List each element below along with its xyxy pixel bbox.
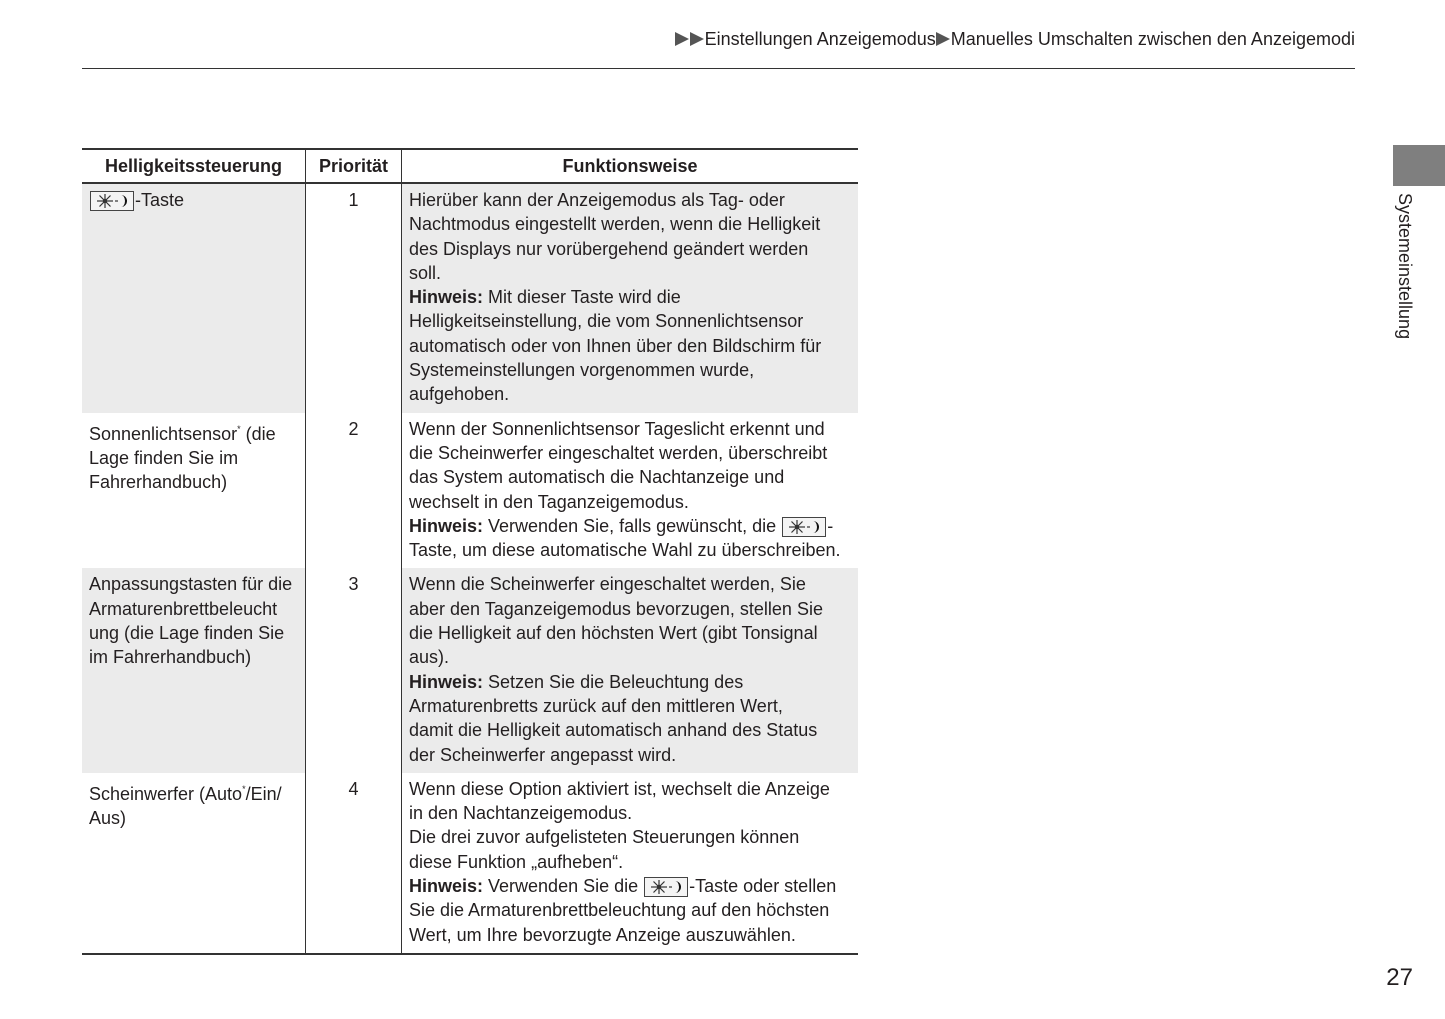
- footnote-marker: *: [242, 783, 246, 794]
- brightness-day-night-icon: [644, 877, 688, 897]
- text: Setzen Sie die Beleuchtung des: [483, 671, 744, 692]
- page-number: 27: [1386, 964, 1413, 991]
- note-label: Hinweis:: [409, 876, 484, 897]
- table-row: [82, 568, 858, 772]
- text-line: [409, 645, 851, 669]
- function-cell: [402, 183, 859, 413]
- text-line: [409, 382, 851, 406]
- note-label: Hinweis:: [409, 515, 484, 536]
- text-line: [89, 188, 298, 212]
- triangle-icon: [690, 32, 704, 46]
- text: Wenn die Scheinwerfer eingeschaltet werden, Sie: [409, 574, 806, 595]
- text: Armaturenbretts zurück auf den mittleren Wert,: [409, 695, 783, 716]
- text: soll.: [409, 262, 442, 283]
- text: Sonnenlichtsensor: [89, 423, 238, 444]
- text-line: [409, 309, 851, 333]
- text: ung (die Lage finden Sie: [89, 623, 285, 644]
- text: Mit dieser Taste wird die: [483, 287, 681, 308]
- section-tab-label: Systemeinstellung: [1395, 193, 1415, 340]
- text-line: [89, 417, 298, 446]
- text-line: [409, 850, 851, 874]
- text-line: [409, 538, 851, 562]
- text: -Taste: [135, 190, 185, 210]
- text: aus).: [409, 647, 450, 668]
- header-rule: [82, 68, 1355, 69]
- brightness-day-night-icon: [90, 191, 134, 211]
- priority-cell: 3: [306, 568, 402, 772]
- text-line: [409, 777, 851, 801]
- text: Hierüber kann der Anzeigemodus als Tag- oder: [409, 190, 785, 210]
- function-cell: [402, 773, 859, 954]
- breadcrumb-item: Manuelles Umschalten zwischen den Anzeigemodi: [950, 29, 1355, 49]
- text: Die drei zuvor aufgelisteten Steuerungen können: [409, 827, 800, 848]
- column-header: Funktionsweise: [402, 149, 859, 183]
- text: Fahrerhandbuch): [89, 472, 228, 493]
- text: -Taste oder stellen: [689, 876, 837, 897]
- text-line: [409, 694, 851, 718]
- text-line: [89, 645, 298, 669]
- text: Lage finden Sie im: [89, 447, 239, 468]
- note-label: Hinweis:: [409, 671, 484, 692]
- text-line: [409, 718, 851, 742]
- function-cell: [402, 568, 859, 772]
- note-label: Hinweis:: [409, 287, 484, 308]
- section-tab-marker: [1393, 145, 1445, 186]
- text-line: [409, 801, 851, 825]
- text-line: [89, 470, 298, 494]
- text: Wenn diese Option aktiviert ist, wechselt die Anzeige: [409, 778, 830, 799]
- text-line: [89, 806, 298, 830]
- text-line: [409, 670, 851, 694]
- text-line: [409, 212, 851, 236]
- text: Nachtmodus eingestellt werden, wenn die Helligkeit: [409, 214, 821, 235]
- text-line: [89, 777, 298, 806]
- control-cell: [82, 568, 306, 772]
- text-line: [89, 597, 298, 621]
- text-line: [89, 446, 298, 470]
- text: aufgehoben.: [409, 384, 510, 405]
- control-cell: [82, 183, 306, 413]
- function-cell: [402, 413, 859, 569]
- text: Taste, um diese automatische Wahl zu überschreiben.: [409, 540, 841, 561]
- text: der Scheinwerfer angepasst wird.: [409, 744, 677, 765]
- text-line: [409, 923, 851, 947]
- text-line: [409, 285, 851, 309]
- text: Wenn der Sonnenlichtsensor Tageslicht erkennt und: [409, 418, 825, 439]
- text-line: [409, 514, 851, 538]
- text-line: [89, 621, 298, 645]
- text-line: [409, 417, 851, 441]
- text: Verwenden Sie die: [483, 876, 644, 897]
- text: Sie die Armaturenbrettbeleuchtung auf den höchsten: [409, 900, 830, 921]
- text-line: [409, 743, 851, 767]
- brightness-day-night-icon: [782, 517, 826, 537]
- text-line: [409, 237, 851, 261]
- text-line: [409, 441, 851, 465]
- footnote-marker: *: [237, 423, 241, 434]
- text-line: [409, 465, 851, 489]
- text-line: [409, 334, 851, 358]
- triangle-icon: [936, 32, 950, 46]
- breadcrumb: [675, 29, 1355, 50]
- text: Anpassungstasten für die: [89, 574, 293, 595]
- text-line: [409, 621, 851, 645]
- text: damit die Helligkeit automatisch anhand des Status: [409, 720, 818, 741]
- text-line: [409, 597, 851, 621]
- column-header: Helligkeitssteuerung: [82, 149, 306, 183]
- text: Armaturenbrettbeleucht: [89, 598, 278, 619]
- text: die Scheinwerfer eingeschaltet werden, überschreibt: [409, 442, 828, 463]
- table-row: [82, 413, 858, 569]
- column-header: Priorität: [306, 149, 402, 183]
- text: des Displays nur vorübergehend geändert werden: [409, 238, 809, 259]
- control-cell: [82, 413, 306, 569]
- table-header-row: [82, 149, 858, 183]
- text-line: [89, 572, 298, 596]
- text: -: [827, 515, 834, 536]
- text-line: [409, 358, 851, 382]
- triangle-icon: [675, 32, 689, 46]
- table-row: [82, 183, 858, 413]
- text: aber den Taganzeigemodus bevorzugen, stellen Sie: [409, 598, 823, 619]
- text: Scheinwerfer (Auto: [89, 783, 243, 804]
- text: das System automatisch die Nachtanzeige und: [409, 467, 785, 488]
- text: im Fahrerhandbuch): [89, 647, 252, 668]
- text-line: [409, 825, 851, 849]
- text: in den Nachtanzeigemodus.: [409, 803, 633, 824]
- text-line: [409, 572, 851, 596]
- text-line: [409, 874, 851, 898]
- text: automatisch oder von Ihnen über den Bildschirm für: [409, 335, 822, 356]
- text-line: [409, 261, 851, 285]
- text: Helligkeitseinstellung, die vom Sonnenlichtsensor: [409, 311, 804, 332]
- text: Systemeinstellungen vorgenommen wurde,: [409, 360, 755, 381]
- table-row: [82, 773, 858, 954]
- priority-cell: 4: [306, 773, 402, 954]
- brightness-control-table: [82, 148, 858, 955]
- breadcrumb-item: Einstellungen Anzeigemodus: [704, 29, 936, 49]
- text: Wert, um Ihre bevorzugte Anzeige auszuwählen.: [409, 924, 796, 945]
- text: Aus): [89, 808, 127, 829]
- priority-cell: 2: [306, 413, 402, 569]
- text: die Helligkeit auf den höchsten Wert (gibt Tonsignal: [409, 623, 818, 644]
- text: /Ein/: [245, 783, 282, 804]
- text: wechselt in den Taganzeigemodus.: [409, 491, 689, 512]
- text: Verwenden Sie, falls gewünscht, die: [483, 515, 782, 536]
- text: diese Funktion „aufheben“.: [409, 851, 624, 872]
- text-line: [409, 898, 851, 922]
- text-line: [409, 188, 851, 212]
- control-cell: [82, 773, 306, 954]
- text-line: [409, 490, 851, 514]
- priority-cell: 1: [306, 183, 402, 413]
- text: (die: [240, 423, 276, 444]
